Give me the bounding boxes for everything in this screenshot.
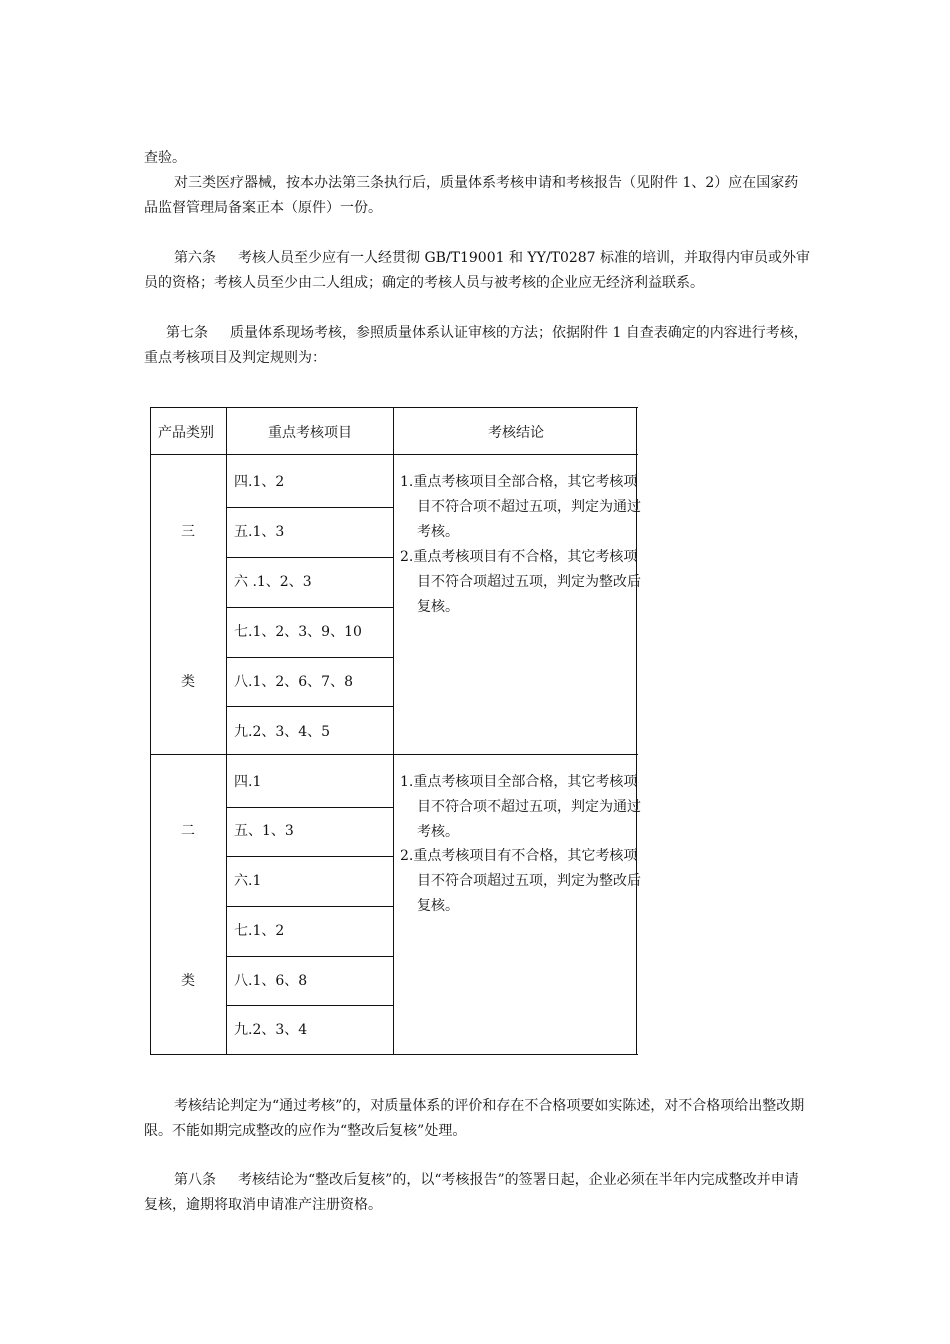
article-6-label: 第六条 [174, 250, 216, 266]
class3-item: 八.1、2、6、7、8 [234, 674, 353, 690]
class2-category-top: 二 [181, 823, 195, 839]
class3-item: 九.2、3、4、5 [234, 724, 331, 740]
article-7-text: 质量体系现场考核，参照质量体系认证审核的方法；依据附件 1 自查表确定的内容进行考核，重点考核项目及判定规则为： [144, 325, 808, 366]
header-conclusion: 考核结论 [488, 425, 544, 441]
class2-rule-pass: 1.重点考核项目全部合格，其它考核项目不符合项不超过五项，判定为通过考核。 [400, 774, 641, 840]
class3-item: 七.1、2、3、9、10 [234, 624, 362, 640]
class3-rule-pass: 1.重点考核项目全部合格，其它考核项目不符合项不超过五项，判定为通过考核。 [400, 474, 641, 540]
class2-item: 七.1、2 [234, 923, 285, 939]
header-product-category: 产品类别 [158, 425, 214, 441]
class3-rule-rectify: 2.重点考核项目有不合格，其它考核项目不符合项超过五项，判定为整改后复核。 [400, 549, 641, 615]
class2-item: 五、1、3 [234, 823, 294, 839]
paragraph-conclusion-rules: 考核结论判定为“通过考核”的，对质量体系的评价和存在不合格项要如实陈述，对不合格项给出整改期限。不能如期完成整改的应作为“整改后复核”处理。 [144, 1098, 805, 1139]
class2-item: 六.1 [234, 873, 262, 889]
article-7-label: 第七条 [166, 325, 208, 341]
class3-item: 五.1、3 [234, 524, 285, 540]
class2-item: 九.2、3、4 [234, 1022, 308, 1038]
article-7 [144, 321, 812, 371]
class2-category-bottom: 类 [181, 973, 195, 989]
class3-category-top: 三 [181, 524, 195, 540]
class3-item: 六 .1、2、3 [234, 574, 312, 590]
class3-category-bottom: 类 [181, 674, 195, 690]
article-6-text: 考核人员至少应有一人经贯彻 GB/T19001 和 YY/T0287 标准的培训，并取得内审员或外审员的资格；考核人员至少由二人组成；确定的考核人员与被考核的企业应无经济利益联系。 [144, 250, 811, 291]
article-8-label: 第八条 [174, 1172, 216, 1188]
class2-rule-rectify: 2.重点考核项目有不合格，其它考核项目不符合项超过五项，判定为整改后复核。 [400, 848, 641, 914]
assessment-table [150, 404, 641, 1060]
header-key-items: 重点考核项目 [268, 425, 352, 441]
paragraph-continuation: 查验。 [144, 150, 186, 166]
article-8 [144, 1168, 812, 1218]
class3-item: 四.1、2 [234, 474, 285, 490]
class2-item: 四.1 [234, 774, 262, 790]
article-6 [144, 246, 812, 296]
article-8-text: 考核结论为“整改后复核”的，以“考核报告”的签署日起，企业必须在半年内完成整改并申请复核，逾期将取消申请准产注册资格。 [144, 1172, 799, 1213]
class2-item: 八.1、6、8 [234, 973, 308, 989]
paragraph-class3-filing: 对三类医疗器械，按本办法第三条执行后，质量体系考核申请和考核报告（见附件 1、2）应在国家药品监督管理局备案正本（原件）一份。 [144, 175, 799, 216]
